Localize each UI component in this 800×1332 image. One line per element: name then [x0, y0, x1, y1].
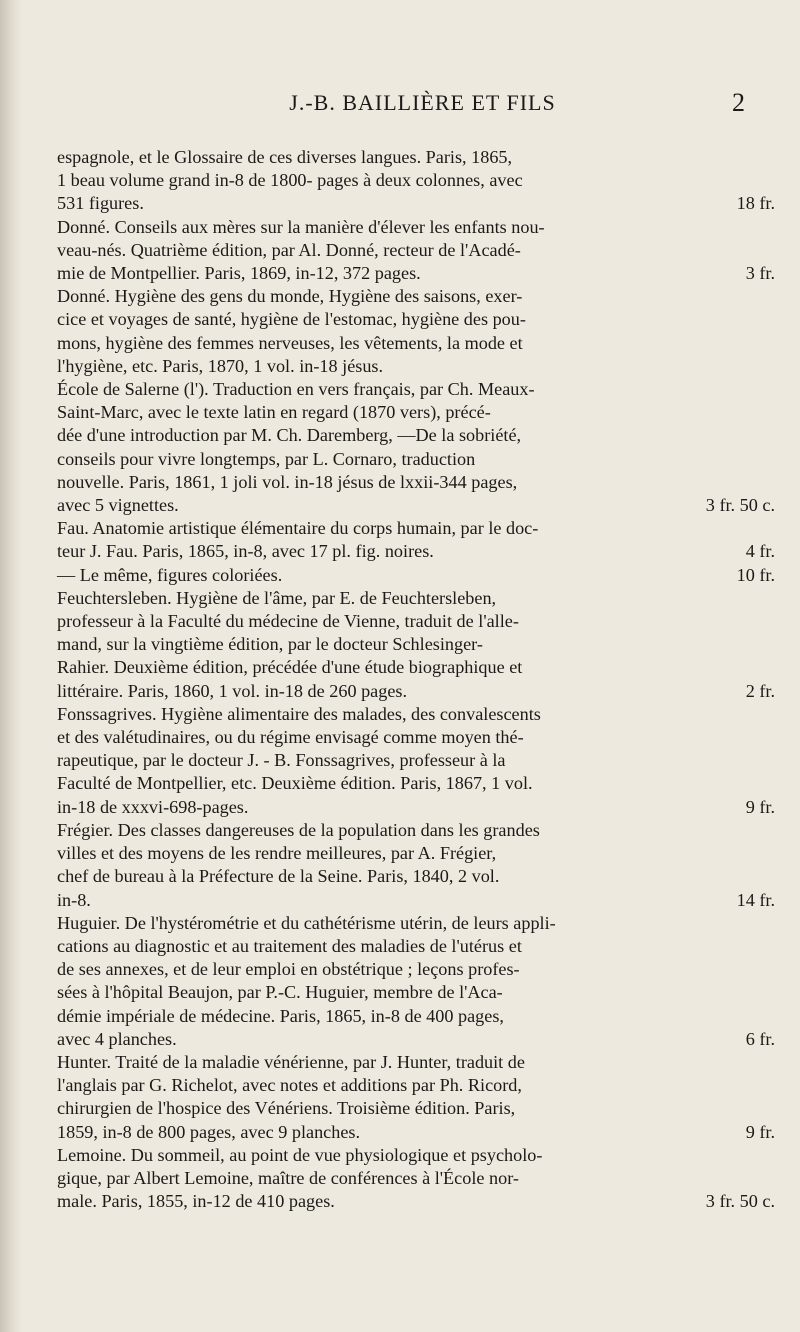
entry-line: Rahier. Deuxième édition, précédée d'une étude biographique et [57, 657, 523, 678]
entry-line: espagnole, et le Glossaire de ces diverses langues. Paris, 1865, [57, 147, 513, 167]
entry-price-line [57, 1121, 775, 1144]
entry-price-line [57, 262, 775, 285]
entry-line: avec 5 vignettes. [57, 495, 179, 516]
entry-line: in-18 de xxxvi-698-pages. [57, 796, 249, 817]
entry-line: villes et des moyens de les rendre meilleures, par A. Frégier, [57, 843, 497, 864]
entry-line: mand, sur la vingtième édition, par le docteur Schlesinger- [57, 634, 483, 655]
entry-line: rapeutique, par le docteur J. - B. Fonssagrives, professeur à la [57, 750, 506, 771]
entry-line: Hunter. Traité de la maladie vénérienne, par J. Hunter, traduit de [57, 1051, 525, 1072]
entry-line: Frégier. Des classes dangereuses de la population dans les grandes [57, 819, 540, 840]
entry-line: nouvelle. Paris, 1861, 1 joli vol. in-18 jésus de lxxii-344 pages, [57, 471, 518, 492]
entry-line: professeur à la Faculté du médecine de Vienne, traduit de l'alle- [57, 611, 519, 632]
running-title: J.-B. BAILLIÈRE ET FILS [289, 90, 556, 115]
catalog-entry [57, 564, 775, 587]
entry-line: l'hygiène, etc. Paris, 1870, 1 vol. in-18 jésus. [57, 355, 384, 376]
entry-line: et des valétudinaires, ou du régime envisagé comme moyen thé- [57, 727, 524, 748]
entry-line: avec 4 planches. [57, 1028, 177, 1049]
page-number: 2 [732, 88, 745, 117]
entry-price: 9 fr. [745, 796, 775, 817]
catalog-entry [57, 517, 775, 563]
entry-line: Faculté de Montpellier, etc. Deuxième édition. Paris, 1867, 1 vol. [57, 773, 533, 794]
entry-line: Lemoine. Du sommeil, au point de vue physiologique et psycholo- [57, 1144, 543, 1165]
entry-price: 9 fr. [745, 1121, 775, 1142]
catalog-entry [57, 146, 775, 216]
entry-line: chirurgien de l'hospice des Vénériens. Troisième édition. Paris, [57, 1098, 516, 1119]
entry-price: 3 fr. [745, 263, 775, 284]
catalog-entry [57, 285, 775, 378]
page-header [100, 90, 745, 126]
binding-gutter [0, 0, 22, 1332]
entry-price: 4 fr. [745, 541, 775, 562]
entry-line: Donné. Hygiène des gens du monde, Hygiène des saisons, exer- [57, 286, 523, 307]
catalog-entry [57, 819, 775, 912]
catalog-entry [57, 1051, 775, 1144]
entry-line: Feuchtersleben. Hygiène de l'âme, par E. de Feuchtersleben, [57, 587, 497, 608]
entry-price: 3 fr. 50 c. [705, 495, 775, 516]
entry-price: 2 fr. [745, 680, 775, 701]
entry-line: cice et voyages de santé, hygiène de l'estomac, hygiène des pou- [57, 309, 526, 330]
entry-price: 18 fr. [736, 193, 775, 214]
entry-line: mie de Montpellier. Paris, 1869, in-12, 372 pages. [57, 263, 421, 284]
entry-price-line [57, 1190, 775, 1213]
catalog-entry [57, 587, 775, 703]
entry-line: littéraire. Paris, 1860, 1 vol. in-18 de 260 pages. [57, 680, 408, 701]
entry-line: École de Salerne (l'). Traduction en vers français, par Ch. Meaux- [57, 379, 535, 400]
entry-line: conseils pour vivre longtemps, par L. Cornaro, traduction [57, 448, 476, 469]
entry-line: Saint-Marc, avec le texte latin en regard (1870 vers), précé- [57, 402, 491, 423]
entry-line: démie impériale de médecine. Paris, 1865, in-8 de 400 pages, [57, 1005, 504, 1026]
catalog-entry [57, 378, 775, 517]
catalog-entry [57, 912, 775, 1051]
entry-line: Huguier. De l'hystérométrie et du cathétérisme utérin, de leurs appli- [57, 912, 556, 933]
entry-line: Fonssagrives. Hygiène alimentaire des malades, des convalescents [57, 703, 541, 724]
catalog-entry [57, 1144, 775, 1214]
entry-line: 1859, in-8 de 800 pages, avec 9 planches. [57, 1121, 361, 1142]
entry-price-line [57, 192, 775, 215]
entry-line: veau-nés. Quatrième édition, par Al. Donné, recteur de l'Acadé- [57, 239, 521, 260]
entry-line: — Le même, figures coloriées. [57, 564, 283, 585]
entry-price: 14 fr. [736, 889, 775, 910]
entry-price-line [57, 680, 775, 703]
entry-price-line [57, 494, 775, 517]
entry-line: male. Paris, 1855, in-12 de 410 pages. [57, 1191, 335, 1212]
entry-price-line [57, 889, 775, 912]
catalog-entries [57, 146, 775, 1213]
entry-line: 1 beau volume grand in-8 de 1800- pages à deux colonnes, avec [57, 170, 523, 191]
entry-line: de ses annexes, et de leur emploi en obstétrique ; leçons profes- [57, 959, 520, 980]
entry-price-line [57, 1028, 775, 1051]
entry-line: sées à l'hôpital Beaujon, par P.-C. Huguier, membre de l'Aca- [57, 982, 503, 1003]
entry-line: mons, hygiène des femmes nerveuses, les vêtements, la mode et [57, 332, 523, 353]
entry-price-line [57, 564, 775, 587]
entry-line: l'anglais par G. Richelot, avec notes et additions par Ph. Ricord, [57, 1075, 522, 1096]
entry-line: Fau. Anatomie artistique élémentaire du corps humain, par le doc- [57, 518, 539, 539]
entry-line: teur J. Fau. Paris, 1865, in-8, avec 17 pl. fig. noires. [57, 541, 434, 562]
entry-line: Donné. Conseils aux mères sur la manière d'élever les enfants nou- [57, 216, 545, 237]
entry-price: 10 fr. [736, 564, 775, 585]
entry-price: 6 fr. [745, 1028, 775, 1049]
entry-price-line [57, 796, 775, 819]
entry-line: in-8. [57, 889, 91, 910]
entry-price-line [57, 540, 775, 563]
catalog-entry [57, 703, 775, 819]
entry-line: dée d'une introduction par M. Ch. Daremberg, —De la sobriété, [57, 425, 522, 446]
entry-line: cations au diagnostic et au traitement des maladies de l'utérus et [57, 935, 522, 956]
entry-line: chef de bureau à la Préfecture de la Seine. Paris, 1840, 2 vol. [57, 866, 500, 887]
entry-line: gique, par Albert Lemoine, maître de conférences à l'École nor- [57, 1167, 519, 1188]
catalog-entry [57, 216, 775, 286]
entry-line: 531 figures. [57, 193, 144, 214]
entry-price: 3 fr. 50 c. [705, 1191, 775, 1212]
